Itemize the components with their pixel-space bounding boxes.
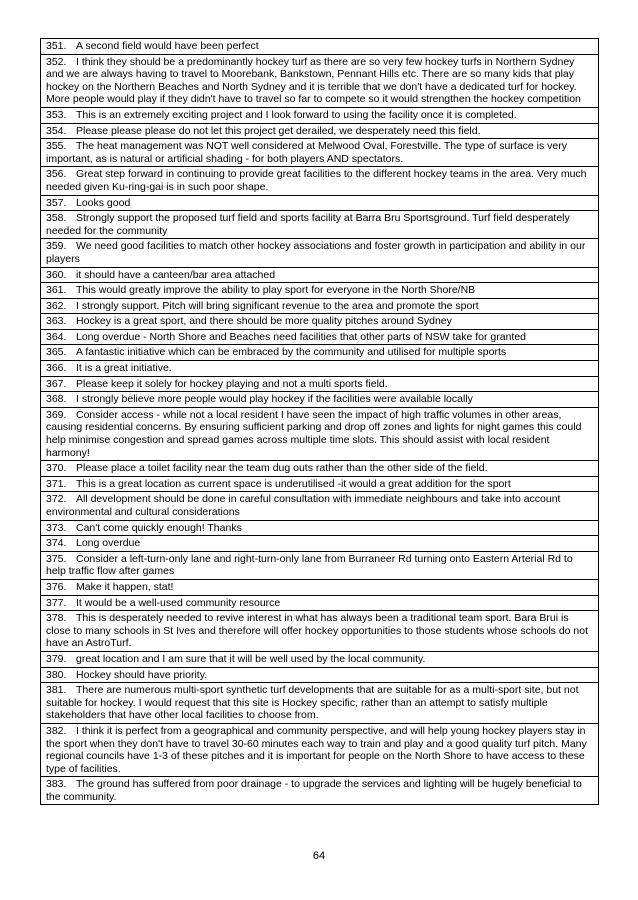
comment-row [40,552,599,580]
comment-row [40,477,599,493]
comment-number: 374. [46,537,67,550]
comment-number: 354. [46,124,67,137]
comment-number: 361. [46,284,67,297]
comment-number: 360. [46,268,67,281]
comment-row [40,330,599,346]
comment-number: 363. [46,315,67,328]
comment-text: Make it happen, stat! [76,580,174,593]
comment-text: A second field would have been perfect [76,40,259,52]
comments-table [40,38,599,805]
comment-text: great location and I am sure that it will be well used by the local community. [76,652,426,665]
comment-row [40,361,599,377]
comment-number: 364. [46,330,67,343]
comment-number: 379. [46,652,67,665]
comment-text: There are numerous multi-sport synthetic turf developments that are suitable for as a multi-sport site, but not suitable for hockey. I would request that this site is Hockey specific, rather than an attempt to satisfy multiple stakeholders that have other local facilities to choose from. [46,684,579,722]
comment-text: Please keep it solely for hockey playing and not a multi sports field. [76,377,388,390]
comment-row [40,724,599,777]
comment-number: 351. [46,40,67,52]
comment-text: I strongly support. Pitch will bring significant revenue to the area and promote the sport [76,299,479,312]
comment-row [40,299,599,315]
comment-row [40,611,599,652]
comment-number: 356. [46,168,67,181]
comment-number: 377. [46,596,67,609]
comment-number: 358. [46,212,67,225]
comment-row [40,211,599,239]
comment-text: I think they should be a predominantly hockey turf as there are so very few hockey turfs in Northern Sydney and we are always having to travel to Moorebank, Bankstown, Pennant Hills etc. There are so many kids that play hockey on the Northern Beaches and North Sydney and it is terrible that we don't have a dedicated turf for hockey. More people would play if they didn't have to travel so far to compete so it would strengthen the hockey competition [46,55,581,106]
comment-text: This is desperately needed to revive interest in what has always been a traditional team sport. Bara Brui is close to many schools in St Ives and therefore will offer hockey opportunities to those students whose schools do not have an AstroTurf. [46,612,589,650]
comment-text: It would be a well-used community resource [76,596,281,609]
comment-row [40,521,599,537]
comment-number: 383. [46,778,67,791]
comment-number: 375. [46,552,67,565]
comment-row [40,167,599,195]
comment-number: 368. [46,393,67,406]
comment-text: All development should be done in careful consultation with immediate neighbours and take into account environmental and cultural considerations [46,493,561,518]
comment-number: 370. [46,462,67,475]
comment-number: 355. [46,140,67,153]
comment-row [40,683,599,724]
comment-row [40,38,599,55]
comment-row [40,55,599,108]
comment-number: 365. [46,346,67,359]
comment-row [40,108,599,124]
comment-text: This is an extremely exciting project and I look forward to using the facility once it is completed. [76,108,517,121]
comment-text: We need good facilities to match other hockey associations and foster growth in participation and ability in our players [46,240,586,265]
comment-row [40,596,599,612]
comment-row [40,283,599,299]
page-number: 64 [312,850,326,862]
comment-text: The heat management was NOT well considered at Melwood Oval, Forestville. The type of surface is very important, as is natural or artificial shading - for both players AND spectators. [46,140,567,165]
comment-row [40,652,599,668]
comment-row [40,314,599,330]
comment-number: 352. [46,55,67,68]
comment-row [40,345,599,361]
comment-text: Looks good [76,196,131,209]
comment-number: 369. [46,408,67,421]
comment-text: it should have a canteen/bar area attached [76,268,276,281]
comment-number: 359. [46,240,67,253]
comment-text: Strongly support the proposed turf field and sports facility at Barra Bru Sportsground. Turf field desperately needed for the community [46,212,570,237]
comment-row [40,492,599,520]
comment-row [40,408,599,461]
comment-number: 373. [46,521,67,534]
comment-number: 362. [46,299,67,312]
comment-row [40,239,599,267]
comment-text: Can't come quickly enough! Thanks [76,521,242,534]
comment-row [40,377,599,393]
comment-text: A fantastic initiative which can be embraced by the community and utilised for multiple sports [76,346,507,359]
comment-row [40,268,599,284]
comment-text: I strongly believe more people would play hockey if the facilities were available locally [76,393,473,406]
comment-row [40,124,599,140]
comment-row [40,139,599,167]
comment-number: 376. [46,580,67,593]
comment-text: Consider access - while not a local resident I have seen the impact of high traffic volumes in other areas, causing residential concerns. By ensuring sufficient parking and drop off zones and lights for night games this could help minimise congestion and spread games across multiple time slots. This should assist with local resident harmony! [46,408,582,459]
comment-text: Hockey is a great sport, and there should be more quality pitches around Sydney [76,315,452,328]
comment-number: 381. [46,684,67,697]
comment-text: Consider a left-turn-only lane and right-turn-only lane from Burraneer Rd turning onto Eastern Arterial Rd to help traffic flow after games [46,552,573,578]
comment-number: 371. [46,477,67,490]
comment-number: 357. [46,196,67,209]
comment-number: 378. [46,612,67,625]
comment-row [40,580,599,596]
comment-text: Hockey should have priority. [76,668,208,681]
comment-text: Great step forward in continuing to provide great facilities to the different hockey teams in the area. Very much needed given Ku-ring-gai is in such poor shape. [46,168,587,193]
comment-number: 382. [46,724,67,737]
comment-text: Please place a toilet facility near the team dug outs rather than the other side of the field. [76,462,488,475]
comment-number: 380. [46,668,67,681]
comment-number: 353. [46,108,67,121]
comment-row [40,461,599,477]
comment-row [40,392,599,408]
comment-text: I think it is perfect from a geographical and community perspective, and will help young hockey players stay in the sport when they don't have to travel 30-60 minutes each way to train and play and a good quality turf pitch. Many regional councils have 1-3 of these pitches and it is important for people on the North Shore to have access to these type of facilities. [46,724,587,775]
comment-text: This is a great location as current space is underutilised -it would a great addition for the sport [76,477,511,490]
comment-text: Please please please do not let this project get derailed, we desperately need this field. [76,124,481,137]
comment-number: 367. [46,377,67,390]
comment-text: Long overdue [76,537,141,550]
comment-row [40,196,599,212]
comment-row [40,668,599,684]
comment-row [40,777,599,805]
comment-text: It is a great initiative. [76,362,172,375]
comment-number: 366. [46,362,67,375]
comment-text: This would greatly improve the ability to play sport for everyone in the North Shore/NB [76,284,476,297]
comment-text: Long overdue - North Shore and Beaches need facilities that other parts of NSW take for granted [76,330,527,343]
comment-text: The ground has suffered from poor drainage - to upgrade the services and lighting will be hugely beneficial to the community. [46,778,582,803]
comment-row [40,536,599,552]
comment-number: 372. [46,493,67,506]
